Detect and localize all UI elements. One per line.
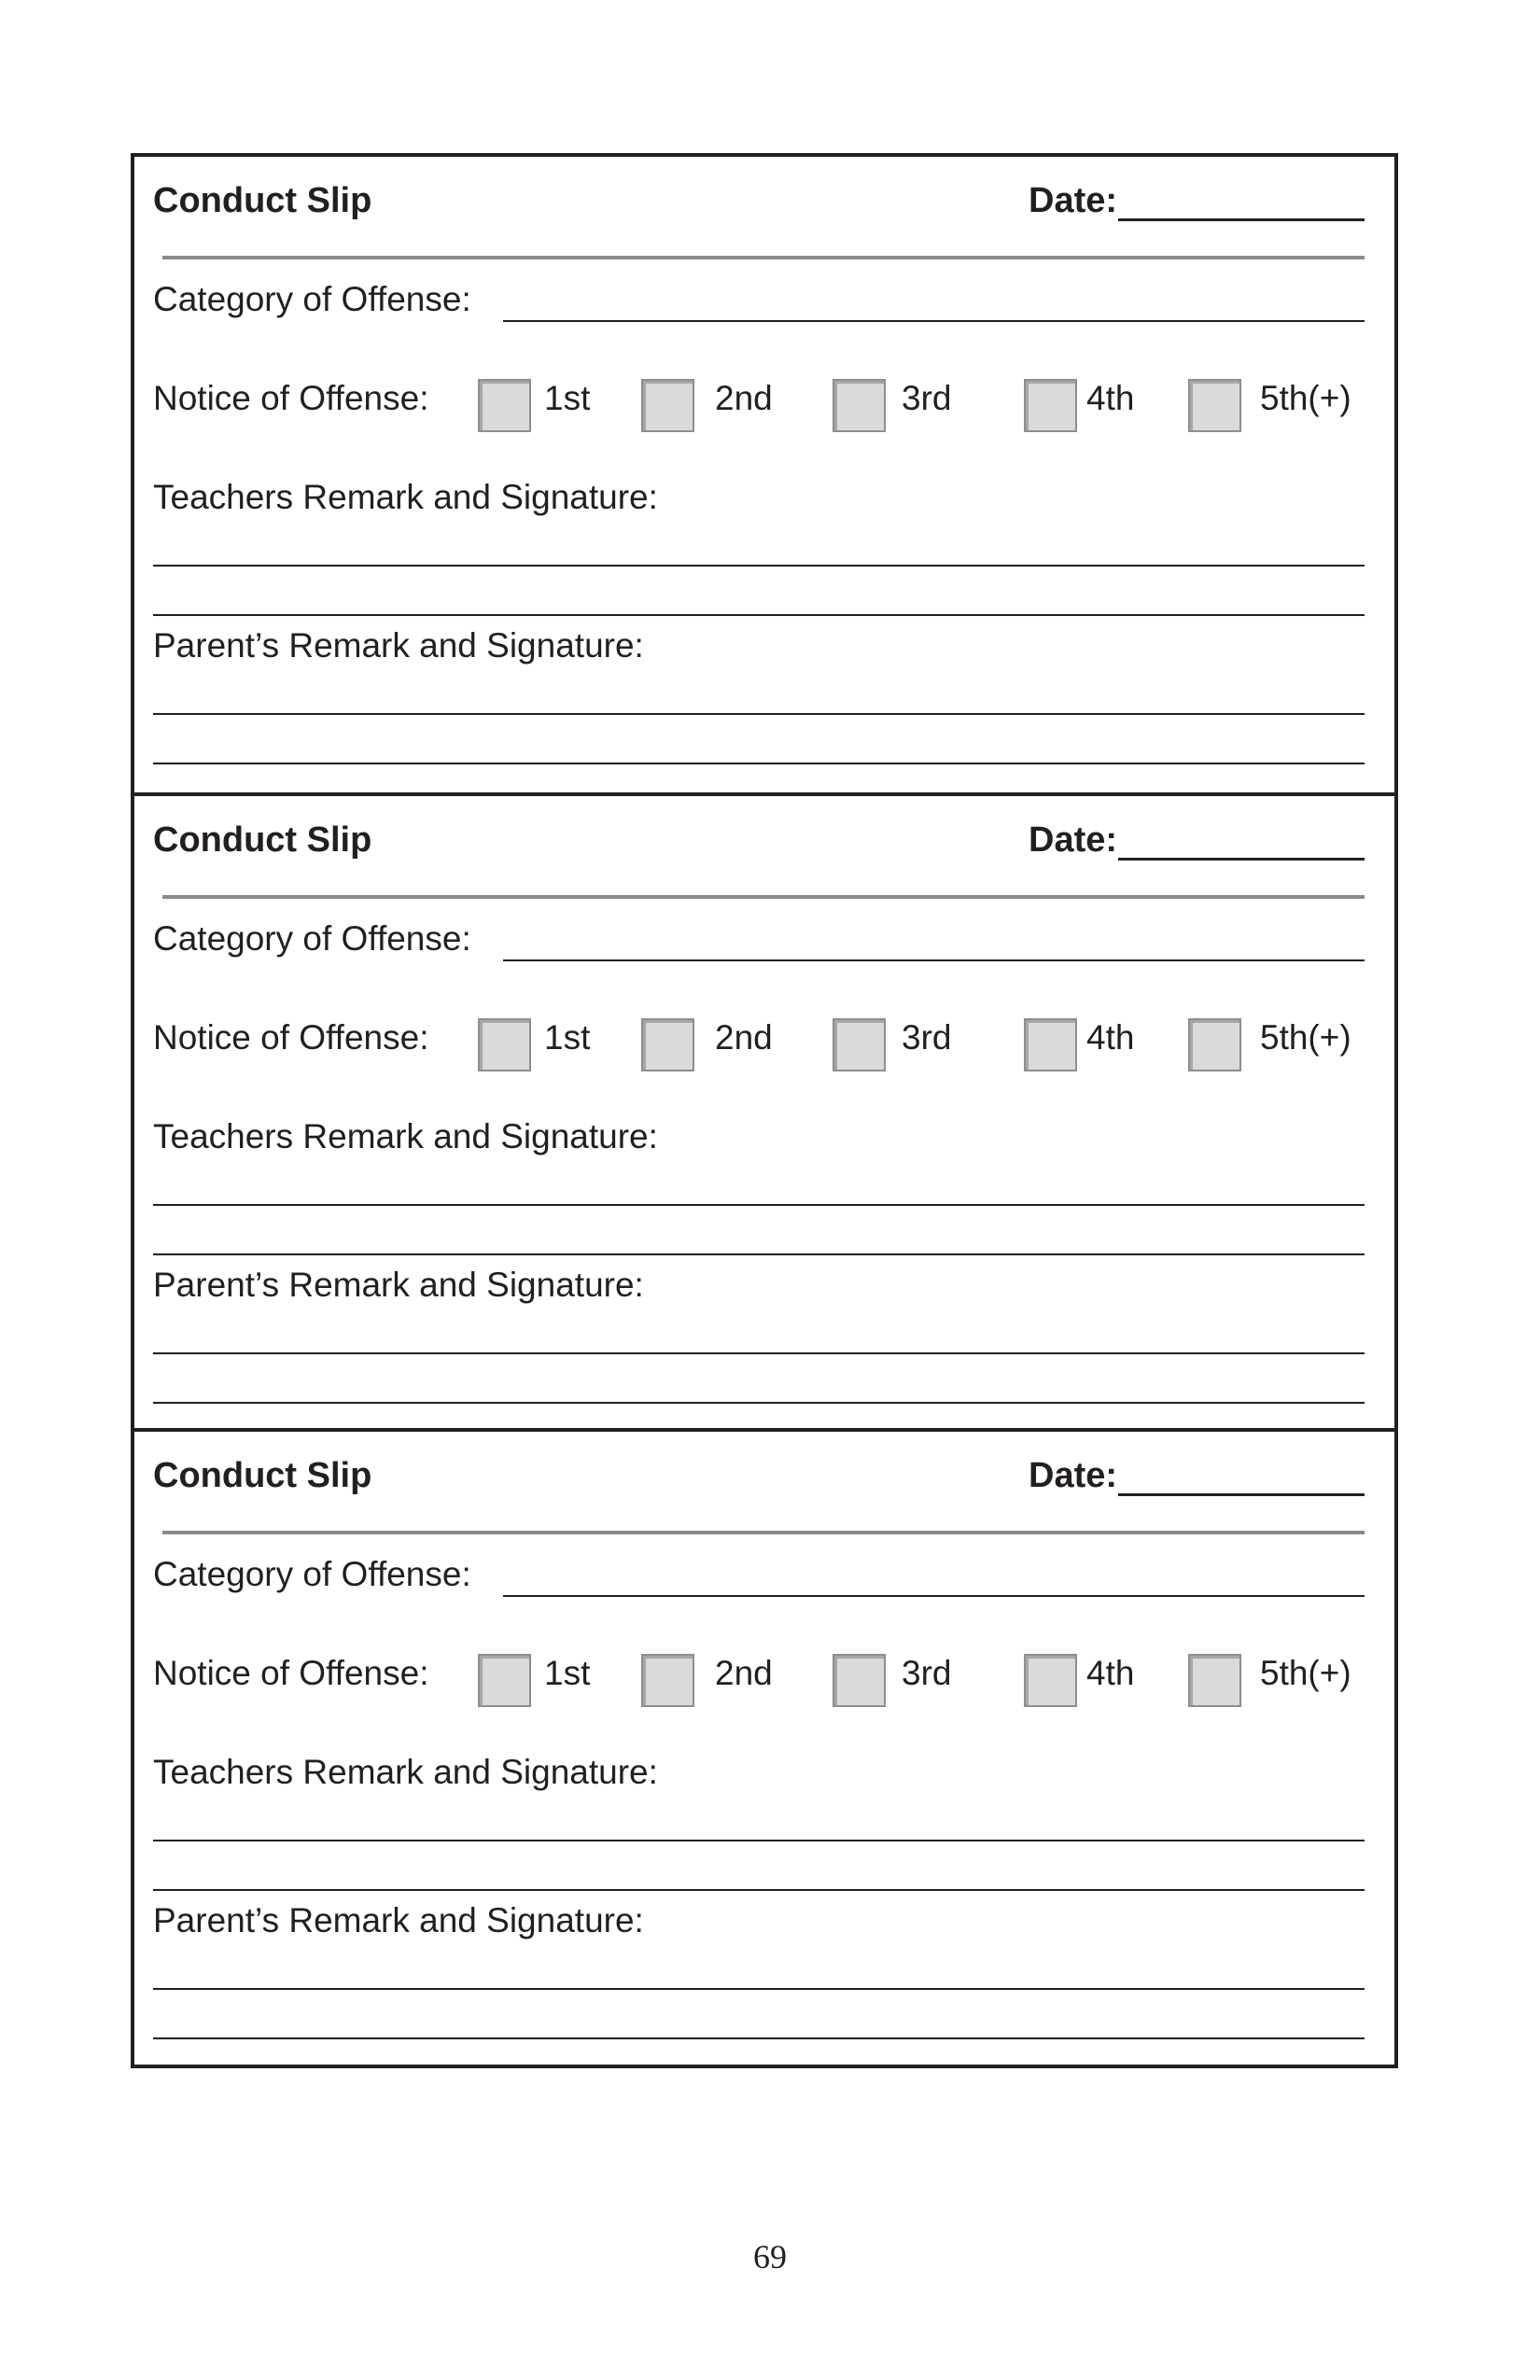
parent-remark-line[interactable] [153,763,1365,764]
notice-checkbox[interactable] [833,379,886,432]
notice-checkbox[interactable] [1024,1018,1077,1071]
notice-checkbox[interactable] [1024,379,1077,432]
page-number: 69 [753,2238,787,2275]
category-label: Category of Offense: [153,280,471,318]
date-label: Date: [1029,181,1118,220]
header-divider [162,895,1365,899]
notice-option-label: 2nd [715,1018,773,1057]
notice-checkbox[interactable] [833,1018,886,1071]
teacher-remark-line[interactable] [153,1204,1365,1206]
notice-option-label: 5th(+) [1260,379,1351,417]
header-divider [162,256,1365,259]
notice-checkbox[interactable] [641,1654,694,1707]
category-field[interactable] [503,959,1365,961]
parent-remark-line[interactable] [153,713,1365,715]
conduct-slip [134,792,1394,1428]
header-divider [162,1531,1365,1534]
teacher-remark-label: Teachers Remark and Signature: [153,478,658,516]
notice-checkbox[interactable] [478,379,531,432]
slip-title: Conduct Slip [153,1456,372,1495]
parent-remark-label: Parent’s Remark and Signature: [153,1901,644,1939]
conduct-slip [134,157,1394,792]
teacher-remark-label: Teachers Remark and Signature: [153,1117,658,1155]
notice-option-label: 4th [1086,379,1135,417]
notice-checkbox[interactable] [1188,1018,1241,1071]
parent-remark-label: Parent’s Remark and Signature: [153,1266,644,1304]
teacher-remark-line[interactable] [153,1253,1365,1255]
notice-option-label: 2nd [715,379,773,417]
notice-checkbox[interactable] [1188,379,1241,432]
teacher-remark-line[interactable] [153,1840,1365,1841]
notice-option-label: 1st [544,379,591,417]
notice-option-label: 2nd [715,1654,773,1692]
slip-title: Conduct Slip [153,820,372,860]
notice-option-label: 5th(+) [1260,1654,1351,1692]
date-field[interactable] [1118,858,1365,861]
conduct-slip [134,1428,1394,2064]
notice-option-label: 1st [544,1018,591,1057]
notice-option-label: 3rd [902,1654,952,1692]
notice-option-label: 5th(+) [1260,1018,1351,1057]
notice-checkbox[interactable] [478,1018,531,1071]
teacher-remark-label: Teachers Remark and Signature: [153,1753,658,1791]
notice-checkbox[interactable] [833,1654,886,1707]
parent-remark-line[interactable] [153,1988,1365,1990]
notice-checkbox[interactable] [1024,1654,1077,1707]
notice-option-label: 1st [544,1654,591,1692]
notice-label: Notice of Offense: [153,1018,429,1057]
date-label: Date: [1029,820,1118,860]
category-field[interactable] [503,320,1365,322]
notice-label: Notice of Offense: [153,1654,429,1692]
parent-remark-line[interactable] [153,1352,1365,1354]
notice-checkbox[interactable] [641,379,694,432]
slip-title: Conduct Slip [153,181,372,220]
teacher-remark-line[interactable] [153,1889,1365,1891]
notice-checkbox[interactable] [641,1018,694,1071]
notice-option-label: 3rd [902,379,952,417]
notice-option-label: 4th [1086,1654,1135,1692]
date-field[interactable] [1118,218,1365,221]
notice-option-label: 3rd [902,1018,952,1057]
category-label: Category of Offense: [153,1555,471,1593]
parent-remark-line[interactable] [153,1402,1365,1404]
notice-label: Notice of Offense: [153,379,429,417]
parent-remark-line[interactable] [153,2037,1365,2039]
notice-checkbox[interactable] [1188,1654,1241,1707]
conduct-slips-frame [131,153,1398,2068]
teacher-remark-line[interactable] [153,614,1365,616]
notice-checkbox[interactable] [478,1654,531,1707]
category-label: Category of Offense: [153,919,471,958]
teacher-remark-line[interactable] [153,565,1365,567]
notice-option-label: 4th [1086,1018,1135,1057]
category-field[interactable] [503,1595,1365,1597]
date-label: Date: [1029,1456,1118,1495]
date-field[interactable] [1118,1493,1365,1496]
parent-remark-label: Parent’s Remark and Signature: [153,626,644,665]
